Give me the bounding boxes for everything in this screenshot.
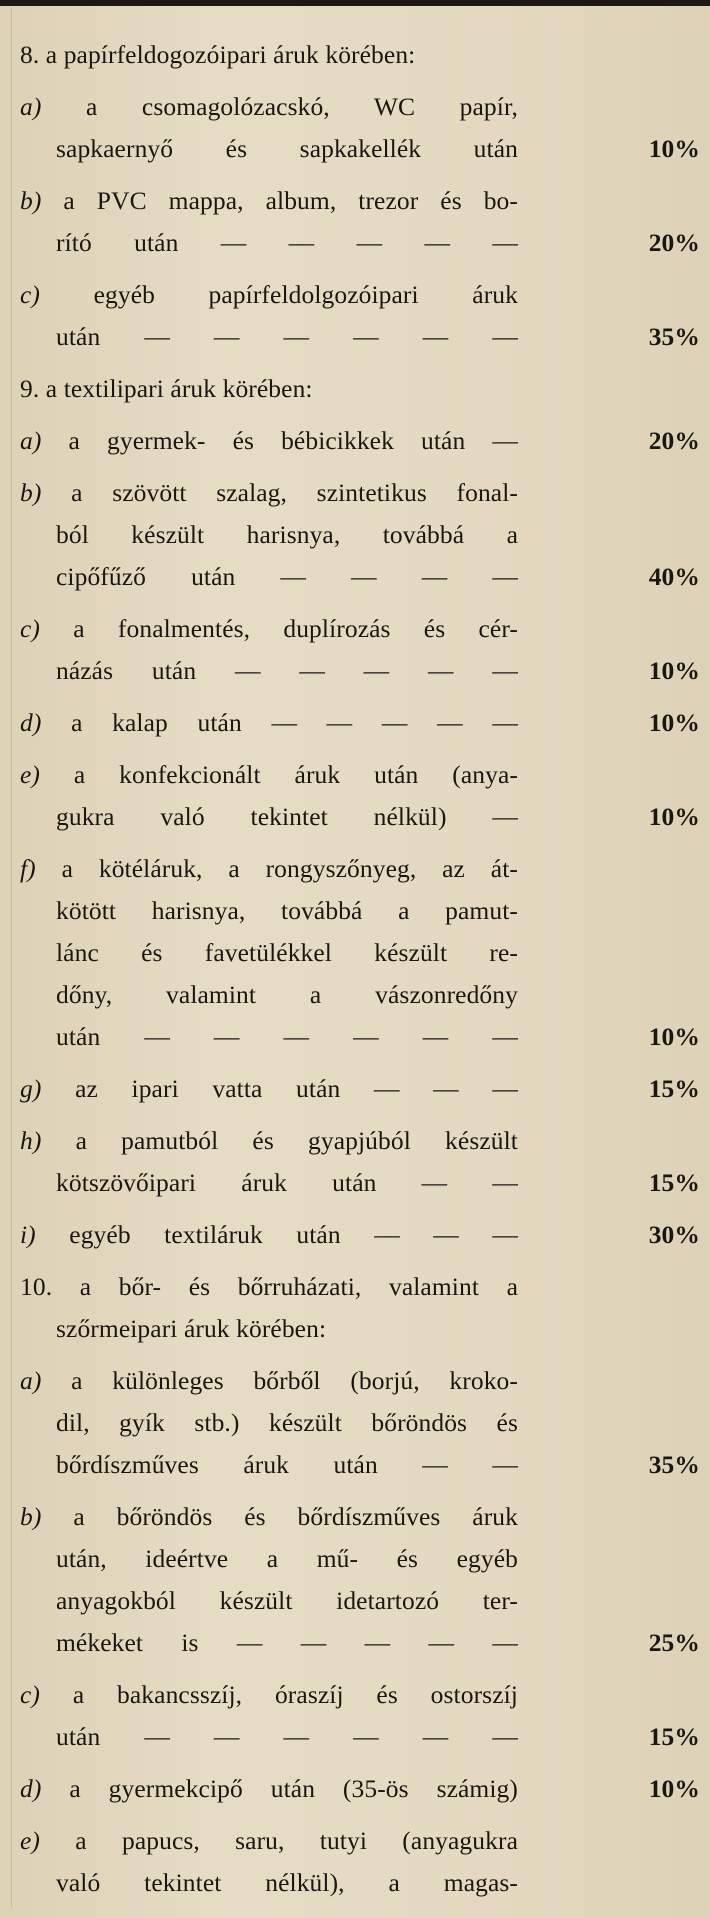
item-letter: a) xyxy=(20,426,42,455)
item-letter: g) xyxy=(20,1074,42,1103)
tariff-list xyxy=(20,28,700,1904)
line-text: h) a pamutból és gyapjúból készült xyxy=(20,1126,518,1155)
line-text: e) a konfekcionált áruk után (anya- xyxy=(20,760,518,789)
item-letter: c) xyxy=(20,614,41,643)
item-10e-line-1 xyxy=(20,1820,700,1862)
item-letter: i) xyxy=(20,1220,36,1249)
item-10a-line-3 xyxy=(20,1444,700,1486)
rate-value: 10% xyxy=(648,1774,700,1803)
rate-value: 15% xyxy=(648,1168,700,1197)
item-10b-line-2 xyxy=(20,1538,700,1580)
item-letter: e) xyxy=(20,760,41,789)
item-10a-line-1 xyxy=(20,1360,700,1402)
rate-value: 10% xyxy=(648,134,700,163)
line-text: d) a kalap után — — — — — xyxy=(20,708,518,737)
line-text: b) a szövött szalag, szintetikus fonal- xyxy=(20,478,518,507)
item-9f-line-5 xyxy=(20,1016,700,1058)
rate-value: 10% xyxy=(648,656,700,685)
line-text: 8. a papírfeldogozóipari áruk körében: xyxy=(20,40,416,69)
line-text: a) a csomagolózacskó, WC papír, xyxy=(20,92,518,121)
section-10-heading-line-1 xyxy=(20,1266,700,1308)
item-9b-line-1 xyxy=(20,472,700,514)
rate-value: 35% xyxy=(648,1450,700,1479)
item-9h-line-2 xyxy=(20,1162,700,1204)
line-text: után — — — — — — xyxy=(56,1722,518,1751)
item-9f-line-3 xyxy=(20,932,700,974)
item-9e-line-1 xyxy=(20,754,700,796)
rate-value: 10% xyxy=(648,708,700,737)
line-text: c) a fonalmentés, duplírozás és cér- xyxy=(20,614,518,643)
top-rule xyxy=(0,0,710,6)
item-9g xyxy=(20,1068,700,1110)
line-text: 9. a textilipari áruk körében: xyxy=(20,374,313,403)
line-text: után — — — — — — xyxy=(56,322,518,351)
line-text: dil, gyík stb.) készült bőröndös és xyxy=(56,1408,518,1437)
section-8-heading xyxy=(20,34,700,76)
item-9f-line-1 xyxy=(20,848,700,890)
item-letter: b) xyxy=(20,478,42,507)
line-text: után — — — — — — xyxy=(56,1022,518,1051)
item-10b-line-1 xyxy=(20,1496,700,1538)
item-10c-line-2 xyxy=(20,1716,700,1758)
line-text: kötött harisnya, továbbá a pamut- xyxy=(56,896,518,925)
item-9c-line-1 xyxy=(20,608,700,650)
rate-value: 25% xyxy=(648,1628,700,1657)
section-10-heading-line-2 xyxy=(20,1308,700,1350)
line-text: lánc és favetülékkel készült re- xyxy=(56,938,518,967)
line-text: názás után — — — — — xyxy=(56,656,518,685)
item-10b-line-4 xyxy=(20,1622,700,1664)
item-9c-line-2 xyxy=(20,650,700,692)
line-text: c) egyéb papírfeldolgozóipari áruk xyxy=(20,280,518,309)
rate-value: 20% xyxy=(648,228,700,257)
line-text: b) a bőröndös és bőrdíszműves áruk xyxy=(20,1502,518,1531)
rate-value: 30% xyxy=(648,1220,700,1249)
line-text: d) a gyermekcipő után (35-ös számig) xyxy=(20,1774,518,1803)
line-text: g) az ipari vatta után — — — xyxy=(20,1074,518,1103)
item-9a xyxy=(20,420,700,462)
line-text: mékeket is — — — — — xyxy=(56,1628,518,1657)
rate-value: 40% xyxy=(648,562,700,591)
item-letter: d) xyxy=(20,1774,42,1803)
rate-value: 15% xyxy=(648,1074,700,1103)
item-8a-line-1 xyxy=(20,86,700,128)
item-letter: e) xyxy=(20,1826,41,1855)
line-text: szőrmeipari áruk körében: xyxy=(56,1314,327,1343)
rate-value: 35% xyxy=(648,322,700,351)
item-9f-line-4 xyxy=(20,974,700,1016)
line-text: rító után — — — — — xyxy=(56,228,518,257)
item-letter: d) xyxy=(20,708,42,737)
item-9d xyxy=(20,702,700,744)
line-text: i) egyéb textiláruk után — — — xyxy=(20,1220,518,1249)
item-letter: a) xyxy=(20,92,42,121)
line-text: gukra való tekintet nélkül) — xyxy=(56,802,518,831)
item-9i xyxy=(20,1214,700,1256)
item-8c-line-1 xyxy=(20,274,700,316)
item-8a-line-2 xyxy=(20,128,700,170)
item-9b-line-2 xyxy=(20,514,700,556)
line-text: bőrdíszműves áruk után — — xyxy=(56,1450,518,1479)
item-9f-line-2 xyxy=(20,890,700,932)
item-letter: a) xyxy=(20,1366,42,1395)
rate-value: 20% xyxy=(648,426,700,455)
item-letter: h) xyxy=(20,1126,42,1155)
item-8c-line-2 xyxy=(20,316,700,358)
item-10e-line-2 xyxy=(20,1862,700,1904)
line-text: ból készült harisnya, továbbá a xyxy=(56,520,518,549)
line-text: dőny, valamint a vászonredőny xyxy=(56,980,518,1009)
line-text: c) a bakancsszíj, óraszíj és ostorszíj xyxy=(20,1680,518,1709)
item-9e-line-2 xyxy=(20,796,700,838)
item-10b-line-3 xyxy=(20,1580,700,1622)
rate-value: 10% xyxy=(648,802,700,831)
line-text: f) a kötéláruk, a rongyszőnyeg, az át- xyxy=(20,854,518,883)
line-text: a) a különleges bőrből (borjú, kroko- xyxy=(20,1366,518,1395)
item-10a-line-2 xyxy=(20,1402,700,1444)
item-10d xyxy=(20,1768,700,1810)
rate-value: 15% xyxy=(648,1722,700,1751)
line-text: e) a papucs, saru, tutyi (anyagukra xyxy=(20,1826,518,1855)
item-10c-line-1 xyxy=(20,1674,700,1716)
line-text: cipőfűző után — — — — xyxy=(56,562,518,591)
rate-value: 10% xyxy=(648,1022,700,1051)
item-8b-line-2 xyxy=(20,222,700,264)
line-text: sapkaernyő és sapkakellék után xyxy=(56,134,518,163)
line-text: b) a PVC mappa, album, trezor és bo- xyxy=(20,186,518,215)
item-letter: b) xyxy=(20,186,42,215)
line-text: kötszövőipari áruk után — — xyxy=(56,1168,518,1197)
line-text: való tekintet nélkül), a magas- xyxy=(56,1868,518,1897)
item-letter: f) xyxy=(20,854,36,883)
line-text: anyagokból készült idetartozó ter- xyxy=(56,1586,518,1615)
item-letter: c) xyxy=(20,280,41,309)
line-text: után, ideértve a mű- és egyéb xyxy=(56,1544,518,1573)
item-letter: c) xyxy=(20,1680,41,1709)
page-gutter-line xyxy=(11,8,12,1908)
section-9-heading xyxy=(20,368,700,410)
line-text: a) a gyermek- és bébicikkek után — xyxy=(20,426,518,455)
item-letter: b) xyxy=(20,1502,42,1531)
item-9b-line-3 xyxy=(20,556,700,598)
item-8b-line-1 xyxy=(20,180,700,222)
item-9h-line-1 xyxy=(20,1120,700,1162)
line-text: 10. a bőr- és bőrruházati, valamint a xyxy=(20,1272,518,1301)
